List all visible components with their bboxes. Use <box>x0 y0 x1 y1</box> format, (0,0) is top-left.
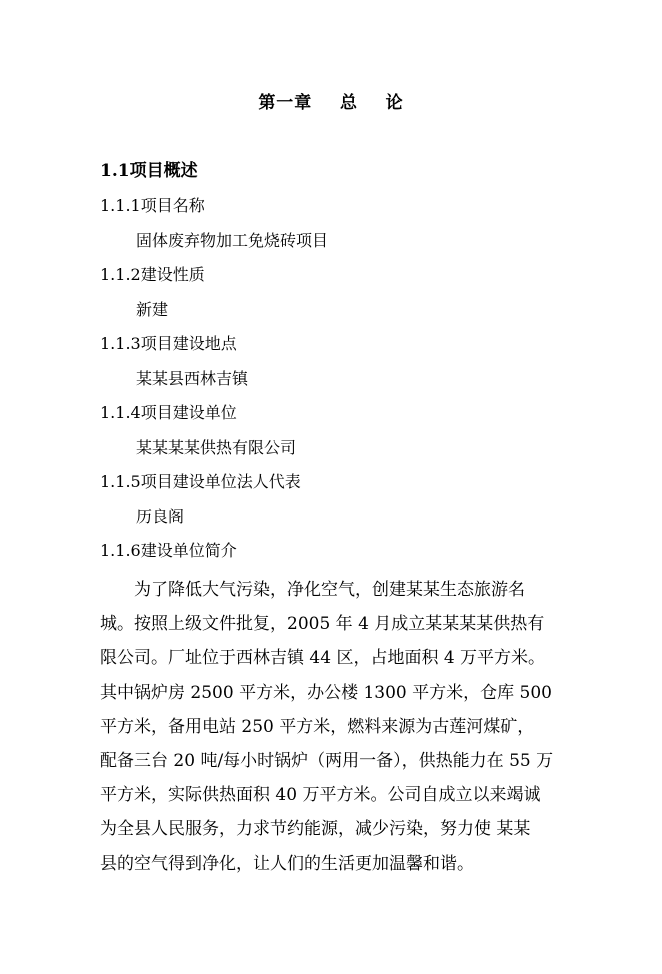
paragraph-line: 为了降低大气污染，净化空气，创建某某生态旅游名 <box>134 580 525 600</box>
unit-profile-paragraph <box>100 573 560 881</box>
value-construction-unit: 某某某某供热有限公司 <box>136 438 297 457</box>
paragraph-line: 其中锅炉房 2500 平方米，办公楼 1300 平方米，仓库 500 <box>100 682 552 703</box>
subheading-unit-profile: 1.1.6建设单位简介 <box>100 541 237 560</box>
paragraph-line: 为全县人民服务，力求节约能源，减少污染，努力使 某某 <box>100 819 531 840</box>
paragraph-line: 配备三台 20 吨/每小时锅炉（两用一备），供热能力在 55 万 <box>100 750 554 771</box>
paragraph-line: 平方米，备用电站 250 平方米，燃料来源为古莲河煤矿， <box>100 716 535 737</box>
paragraph-line: 限公司。厂址位于西林吉镇 44 区，占地面积 4 万平方米。 <box>100 648 546 669</box>
value-legal-representative: 历良阁 <box>136 507 185 526</box>
subheading-construction-unit: 1.1.4项目建设单位 <box>100 403 237 422</box>
chapter-title: 第一章 总 论 <box>258 93 404 113</box>
value-project-name: 固体废弃物加工免烧砖项目 <box>136 231 329 250</box>
subheading-project-name: 1.1.1项目名称 <box>100 196 205 215</box>
paragraph-line: 县的空气得到净化，让人们的生活更加温馨和谐。 <box>100 853 474 874</box>
value-project-location: 某某县西林吉镇 <box>136 369 249 388</box>
subheading-construction-nature: 1.1.2建设性质 <box>100 265 205 284</box>
subheading-project-location: 1.1.3项目建设地点 <box>100 334 237 353</box>
value-construction-nature: 新建 <box>136 300 169 319</box>
paragraph-line: 城。按照上级文件批复，2005 年 4 月成立某某某某供热有 <box>100 614 545 635</box>
subheading-legal-representative: 1.1.5项目建设单位法人代表 <box>100 472 301 491</box>
paragraph-line: 平方米，实际供热面积 40 万平方米。公司自成立以来竭诚 <box>100 785 541 806</box>
section-title: 1.1项目概述 <box>100 161 198 181</box>
